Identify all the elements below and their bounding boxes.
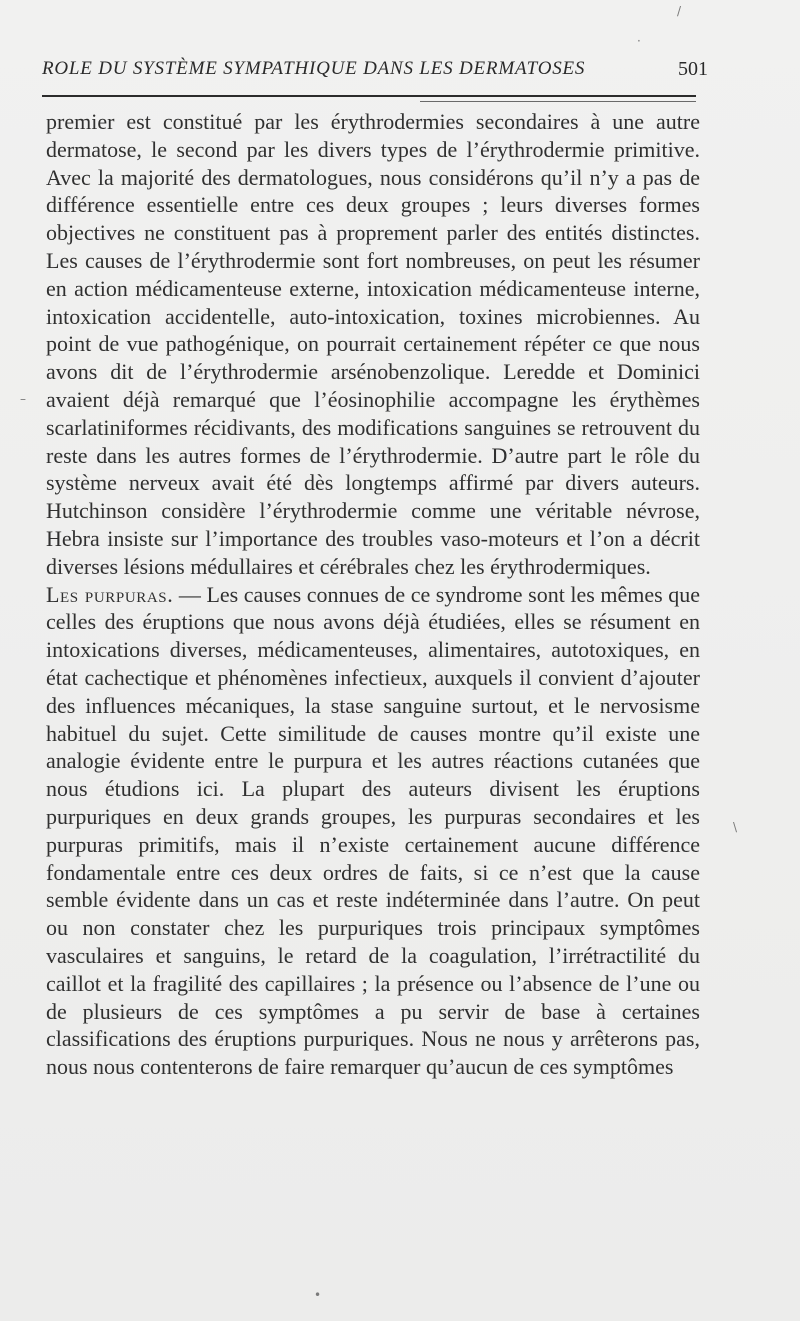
section-heading-purpuras: Les purpuras. [46,581,174,607]
paragraph-purpuras-text: — Les causes connues de ce syndrome sont les mêmes que celles des éruptions que nous avons déjà étudiées, elles se résument en intoxications diverses, médicamenteuses, alimentaires, autotoxiques, en état cachectique et phénomènes infectieux, auxquels il convient d’ajouter des influences mécaniques, la stase sanguine surtout, et le nervosisme habituel du sujet. Cette similitude de causes montre qu’il existe une analogie évidente entre le purpura et les autres réactions cutanées que nous étudions ici. La plupart des auteurs divisent les éruptions purpuriques en deux grands groupes, les purpuras secondaires et les purpuras primitifs, mais il n’existe certainement aucune différence fondamentale entre ces deux ordres de faits, si ce n’est que la cause semble évidente dans un cas et reste indéterminée dans l’autre. On peut ou non constater chez les purpuriques trois principaux symptômes vasculaires et sanguins, le retard de la coagulation, l’irrétractilité du caillot et la fragilité des capillaires ; la présence ou l’absence de l’une ou de plusieurs de ces symptômes a pu servir de base à certaines classifications des éruptions purpuriques. Nous ne nous y arrêterons pas, nous nous contenterons de faire remarquer qu’aucun de ces symptômes [46,581,700,1080]
running-head [42,58,708,88]
margin-mark: · [637,34,641,48]
header-rule-secondary [420,101,696,102]
page-number: 501 [678,58,708,80]
margin-mark: / [677,4,682,18]
paragraph-erythrodermie: premier est constitué par les érythrodermies secondaires à une autre dermatose, le second par les divers types de l’érythrodermie primitive. Avec la majorité des dermatologues, nous considérons qu’il n’y a pas de différence essentielle entre ces deux groupes ; leurs diverses formes objectives ne constituent pas à proprement parler des entités distinctes. Les causes de l’érythrodermie sont fort nombreuses, on peut les résumer en action médicamenteuse externe, intoxication médicamenteuse interne, intoxication accidentelle, auto-intoxication, toxines microbiennes. Au point de vue pathogénique, on pourrait certainement répéter ce que nous avons dit de l’érythrodermie arsénobenzolique. Leredde et Dominici avaient déjà remarqué que l’éosinophilie accompagne les érythèmes scarlatiniformes récidivants, des modifications sanguines se retrouvent du reste dans les autres formes de l’érythrodermie. D’autre part le rôle du système nerveux avait été dès longtemps affirmé par divers auteurs. Hutchinson considère l’érythrodermie comme une véritable névrose, Hebra insiste sur l’importance des troubles vaso-moteurs et l’on a décrit diverses lésions médullaires et cérébrales chez les érythrodermiques. [46,109,700,579]
header-rule [42,95,696,97]
page-body [46,108,700,1081]
running-head-title: ROLE DU SYSTÈME SYMPATHIQUE DANS LES DERMATOSES [42,58,586,79]
margin-mark: \ [733,820,738,834]
paragraph-purpuras [46,581,700,1081]
margin-mark: – [20,392,26,406]
margin-mark: • [314,1288,322,1302]
